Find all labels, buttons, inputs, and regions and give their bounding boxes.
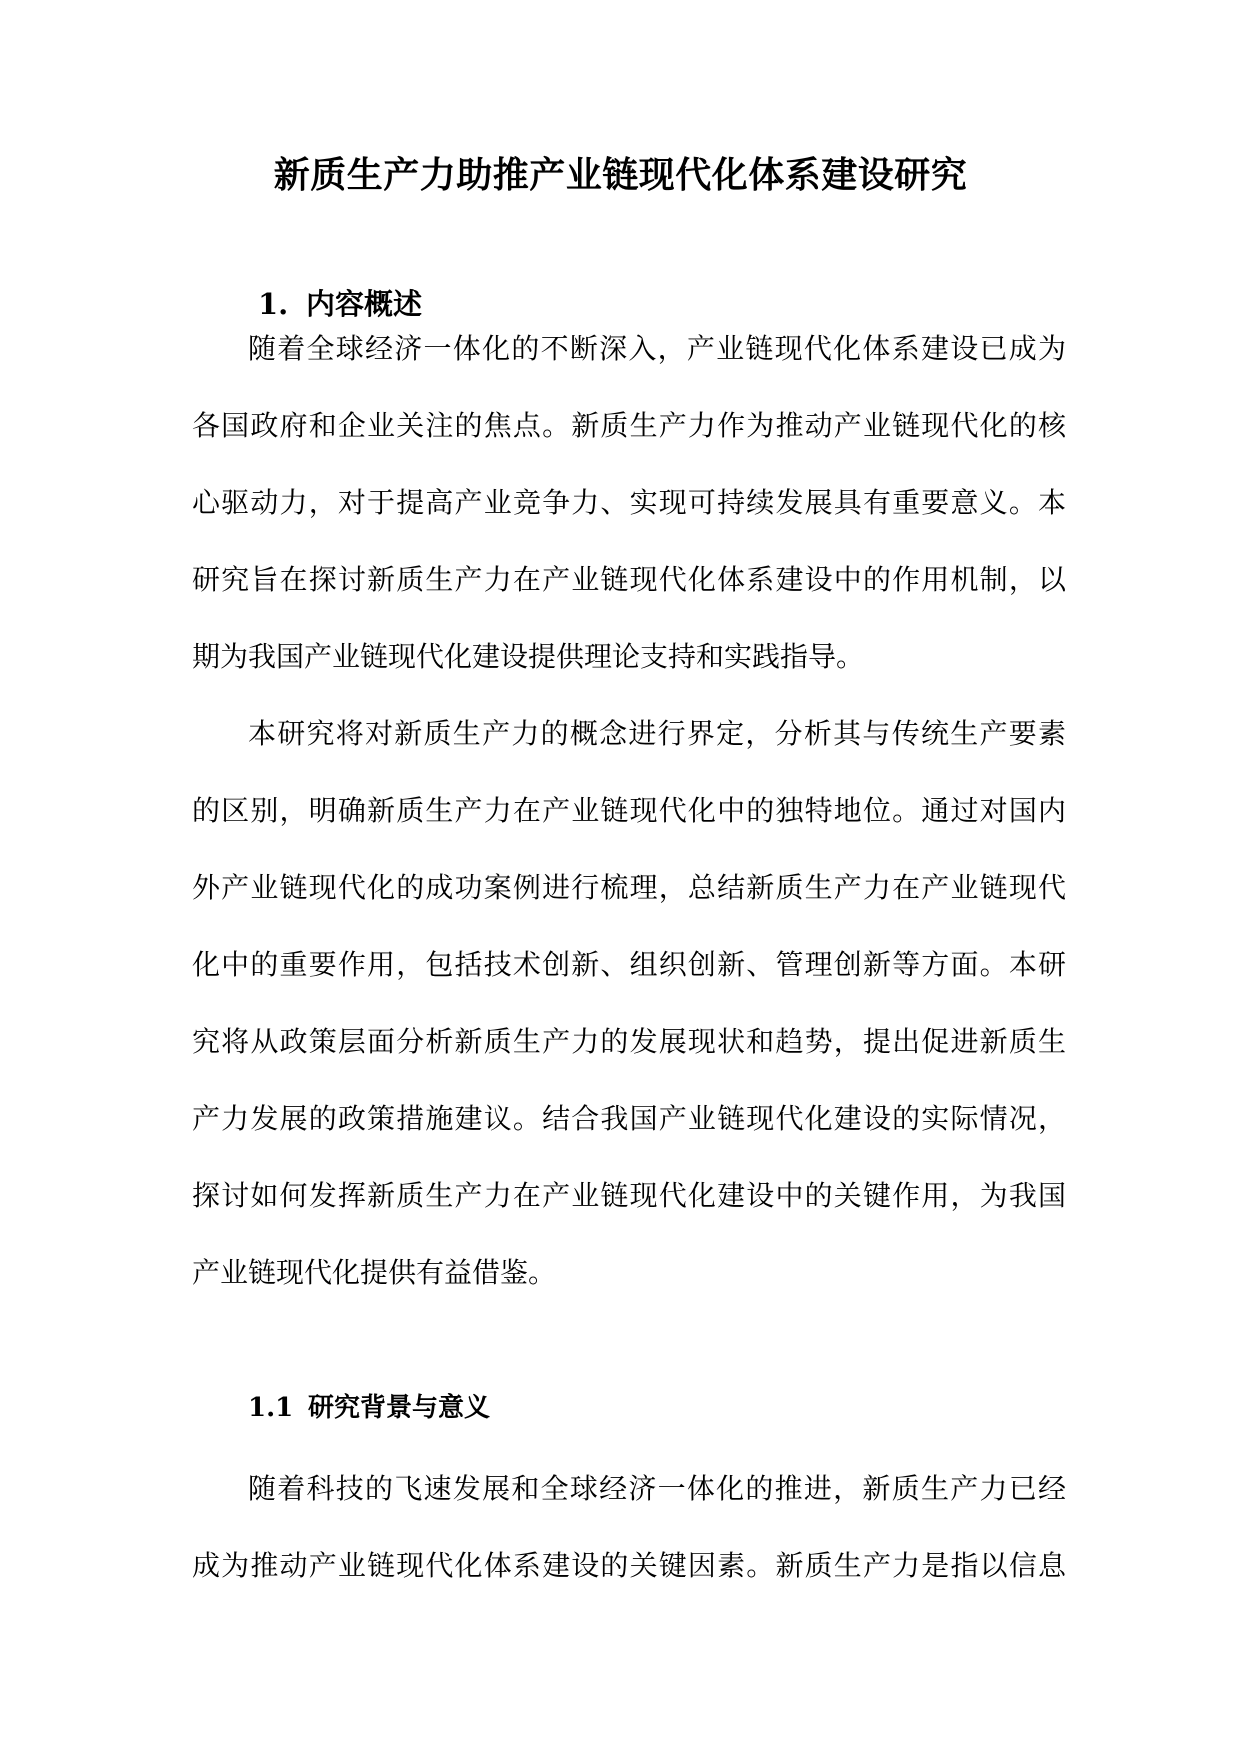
paragraph-line: 的区别，明确新质生产力在产业链现代化中的独特地位。通过对国内 [192,794,1066,827]
paragraph-line: 产力发展的政策措施建议。结合我国产业链现代化建设的实际情况， [192,1102,1066,1135]
paragraph-line: 探讨如何发挥新质生产力在产业链现代化建设中的关键作用，为我国 [192,1179,1066,1212]
paragraph-line: 各国政府和企业关注的焦点。新质生产力作为推动产业链现代化的核 [192,409,1066,442]
section-number: 1. [258,287,289,321]
section-heading-1-1 [248,1388,490,1428]
paragraph-line: 化中的重要作用，包括技术创新、组织创新、管理创新等方面。本研 [192,948,1066,981]
paragraph-line: 究将从政策层面分析新质生产力的发展现状和趋势，提出促进新质生 [192,1025,1066,1058]
paragraph-line: 心驱动力，对于提高产业竞争力、实现可持续发展具有重要意义。本 [192,486,1066,519]
paragraph-line: 期为我国产业链现代化建设提供理论支持和实践指导。 [192,640,865,673]
paragraph-line: 随着科技的飞速发展和全球经济一体化的推进，新质生产力已经 [248,1472,1066,1505]
paragraph-2 [192,695,1066,1311]
paragraph-line: 外产业链现代化的成功案例进行梳理，总结新质生产力在产业链现代 [192,871,1066,904]
section-title: 研究背景与意义 [308,1393,491,1423]
paragraph-line: 研究旨在探讨新质生产力在产业链现代化体系建设中的作用机制，以 [192,563,1066,596]
paragraph-1 [192,310,1066,695]
paragraph-3 [192,1450,1066,1604]
paragraph-line: 随着全球经济一体化的不断深入，产业链现代化体系建设已成为 [248,332,1066,365]
paragraph-line: 产业链现代化提供有益借鉴。 [192,1256,557,1289]
section-title: 内容概述 [306,287,423,321]
paragraph-line: 本研究将对新质生产力的概念进行界定，分析其与传统生产要素 [248,717,1066,750]
document-title: 新质生产力助推产业链现代化体系建设研究 [273,154,968,196]
section-number: 1.1 [248,1393,294,1423]
paragraph-line: 成为推动产业链现代化体系建设的关键因素。新质生产力是指以信息 [192,1549,1066,1582]
